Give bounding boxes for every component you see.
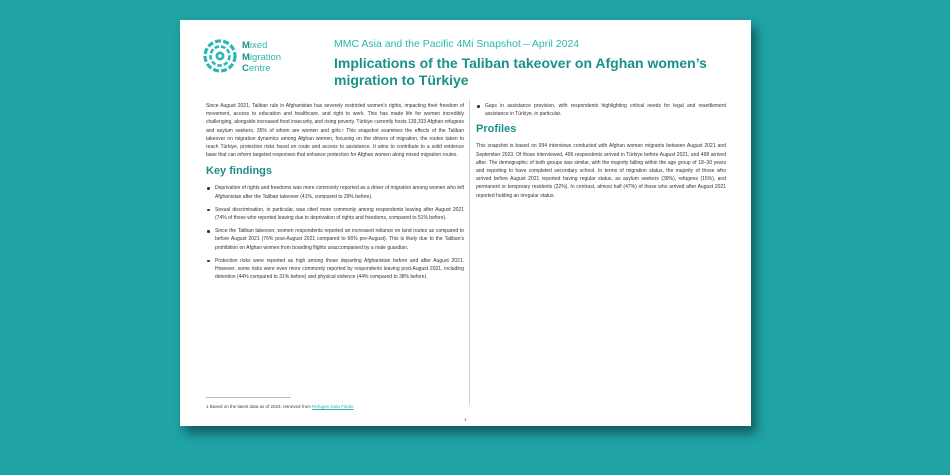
- mmc-globe-icon: [202, 38, 238, 74]
- footnote-text: 1 Based on the latest data as of 2023, retrieved from: [206, 404, 311, 409]
- refugee-data-finder-link[interactable]: Refugee Data Finder: [312, 404, 354, 409]
- finding-item: Sexual discrimination, in particular, was cited more commonly among respondents leaving after August 2021 (74% of those who reported leaving due to deprivation of rights and freedoms, compared to 51% before).: [215, 206, 464, 222]
- key-findings-list: [206, 184, 464, 281]
- profiles-heading: Profiles: [476, 123, 517, 136]
- finding-item: Since the Taliban takeover, women respondents reported an increased reliance on land routes as compared to before August 2021 (76% post-August 2021 compared to 66% pre-August). This is likely due to the Taliban’s prohibition on Afghan women from boarding flights unaccompanied by a male guardian.: [215, 228, 464, 251]
- logo-wordmark: Mixed Migration Centre: [242, 40, 282, 75]
- column-divider: [469, 100, 470, 405]
- finding-item: Protection risks were reported as high among those departing Afghanistan before and after August 2021. However, some risks were even more commonly reported by respondents leaving post-August 2021, including detention (44% compared to 31% before) and physical violence (44% compared to 38% before).: [215, 257, 464, 281]
- footnote-rule: [206, 397, 291, 398]
- page-number: 1: [464, 417, 467, 422]
- footnote: [206, 404, 354, 409]
- finding-item: Deprivation of rights and freedoms was more commonly reported as a driver of migration among women who left Afghanistan after the Taliban takeover (41%, compared to 29% before).: [215, 185, 464, 200]
- profiles-paragraph: This snapshot is based on 994 interviews conducted with Afghan women migrants between August 2021 and September 2023. Of those interviewed, 496 respondents arrived in Türkiye before August 2021, and 498 arrived after. The demographic of both groups was similar, with the majority falling within the age group of 18–30 years and reporting to have completed secondary school. In terms of migration status, the majority of those who arrived before August 2021 reported having regular status, as asylum seekers (39%), refugees (15%), and permanent or temporary residents (22%). In contrast, almost half (47%) of those who arrived after August 2021 reported holding an irregular status.: [476, 143, 726, 199]
- document-page: [180, 20, 751, 426]
- intro-paragraph: Since August 2021, Taliban rule in Afghanistan has severely restricted women’s rights, impacting their freedom of movement, access to education and healthcare, and right to work. This has made life for women incredibly challenging, alongside increased food insecurity, and rising poverty. Türkiye currently hosts 139,333 Afghan refugees and asylum seekers, 35% of whom are women and girls.¹ This snapshot examines the effects of the Taliban takeover on migration dynamics among Afghan women, focusing on the drivers of migration, the routes taken to reach Türkiye, protection risks faced en route and access to assistance. It aims to contribute to a solid evidence base that can inform targeted responses that enhance protection for Afghan women along mixed migration routes.: [206, 103, 464, 159]
- right-column: [476, 102, 726, 206]
- mmc-logo: [202, 38, 302, 84]
- page-title: Implications of the Taliban takeover on Afghan women’s migration to Türkiye: [334, 55, 707, 88]
- left-column: [206, 102, 464, 286]
- key-findings-continued: [476, 102, 726, 118]
- snapshot-kicker: MMC Asia and the Pacific 4Mi Snapshot – April 2024: [334, 38, 580, 50]
- finding-item: Gaps in assistance provision, with respondents highlighting critical needs for legal and resettlement assistance in Türkiye, in particular.: [485, 103, 726, 118]
- key-findings-heading: Key findings: [206, 165, 273, 178]
